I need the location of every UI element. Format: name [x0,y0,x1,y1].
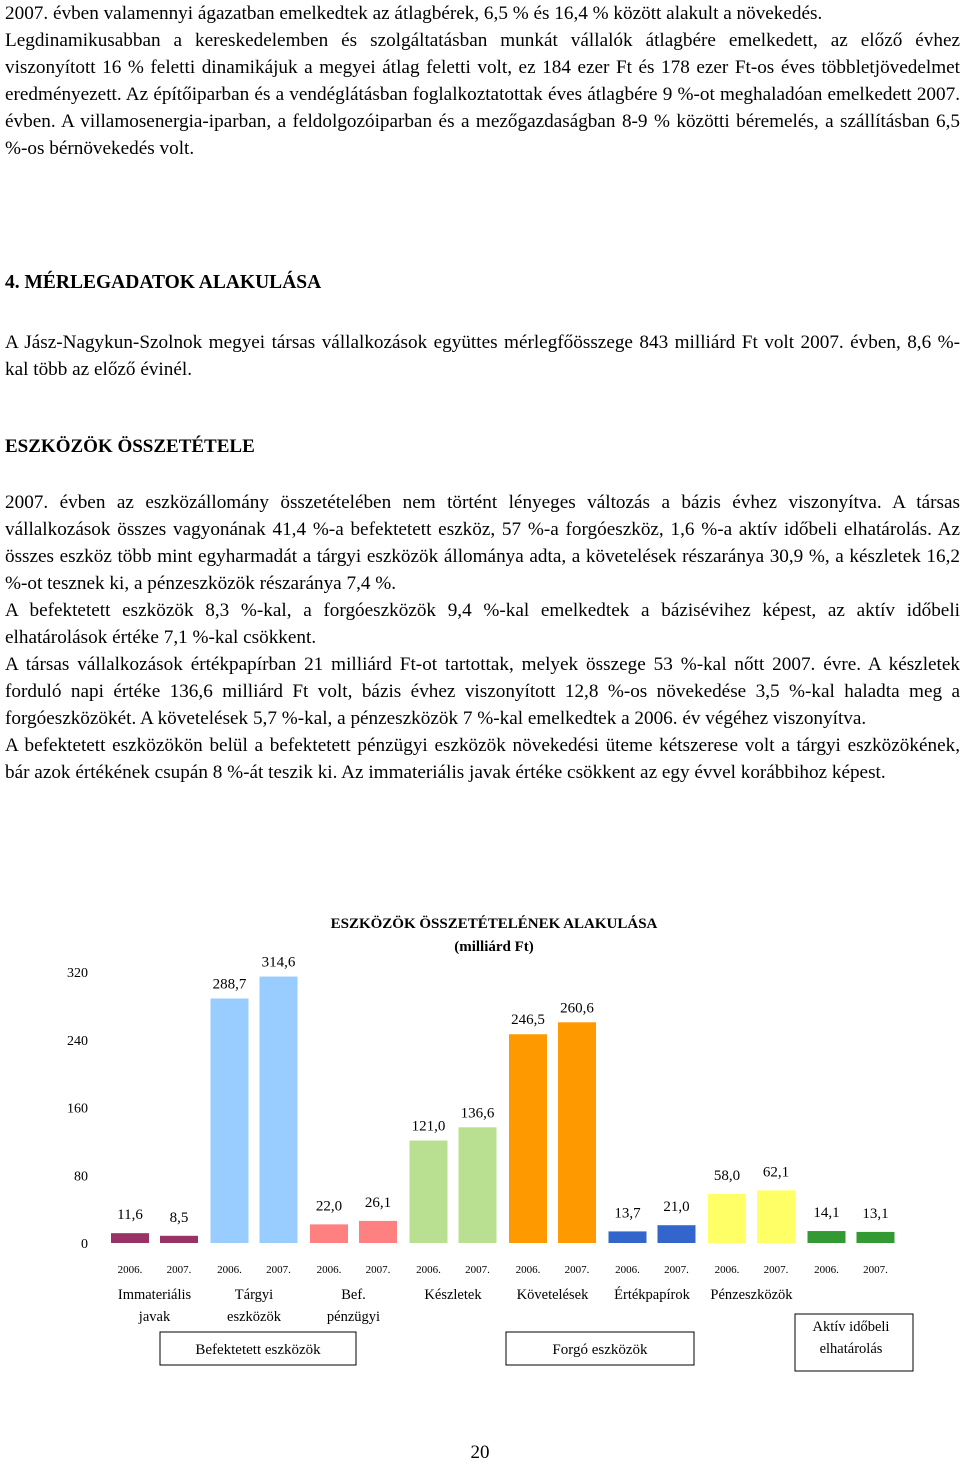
bar [558,1022,596,1243]
data-label: 11,6 [117,1207,143,1224]
section-4-text [5,329,960,383]
bar [857,1232,895,1243]
bar [359,1221,397,1243]
bar [310,1224,348,1243]
bar [410,1141,448,1243]
year-tick-label: 2007. [266,1264,291,1276]
year-tick-label: 2006. [714,1264,740,1276]
bar [211,999,249,1243]
data-label: 21,0 [663,1199,690,1216]
section-4-paragraph: A Jász-Nagykun-Szolnok megyei társas vállalkozások együttes mérlegfőösszege 843 milliárd Ft volt 2007. évben, 8,6 %-kal több az előző évinél. [5,332,960,380]
year-tick-label: 2007. [465,1264,490,1276]
bar [658,1225,696,1243]
y-tick-label: 0 [81,1237,88,1252]
category-label: Készletek [424,1287,482,1303]
category-label: javak [138,1309,171,1325]
bar [459,1127,497,1243]
assets-paragraph-1: 2007. évben az eszközállomány összetételében nem történt lényeges változás a bázis évhez viszonyítva. A társas vállalkozások összes vagyonának 41,4 %-a befektetett eszköz, 57 %-a forgóeszköz, 1,6 %-a aktív időbeli elhatárolás. Az összes eszköz több mint egyharmadát a tárgyi eszközök állománya adta, a követelések részaránya 30,9 %, a készletek 16,2 %-ot tesznek ki, a pénzeszközök részaránya 7,4 %. [5,492,960,594]
bar [111,1233,149,1243]
data-label: 13,7 [614,1205,641,1222]
category-label: Bef. [341,1287,366,1303]
year-tick-label: 2007. [763,1264,789,1276]
bracket-label-current-assets: Forgó eszközök [552,1342,648,1358]
year-tick-label: 2006. [217,1264,242,1276]
year-tick-label: 2007. [365,1264,391,1276]
intro-paragraph-1: 2007. évben valamennyi ágazatban emelkedtek az átlagbérek, 6,5 % és 16,4 % között alakult a növekedés. [5,3,823,24]
year-tick-label: 2007. [664,1264,689,1276]
intro-paragraph-2: Legdinamikusabban a kereskedelemben és szolgáltatásban munkát vállalók átlagbére emelkedett, az előző évhez viszonyított 16 % feletti dinamikájuk a megyei átlag feletti volt, ez 184 ezer Ft és 178 ezer Ft-os éves többletjövedelmet eredményezett. Az építőiparban és a vendéglátásban foglalkoztatottak éves átlagbére 9 %-ot meghaladóan emelkedett 2007. évben. A villamosenergia-iparban, a feldolgozóiparban és a mezőgazdaságban 8-9 % közötti béremelés, a szállításban 6,5 %-os bérnövekedés volt. [5,30,960,159]
category-label: Követelések [516,1287,589,1303]
bar [808,1231,846,1243]
assets-text [5,489,960,786]
data-label: 260,6 [560,1000,594,1017]
data-label: 121,0 [411,1118,446,1135]
data-label: 14,1 [813,1205,840,1222]
assets-bar-chart [0,905,960,1375]
y-tick-label: 80 [74,1169,88,1185]
year-tick-label: 2007. [166,1264,192,1276]
page-number: 20 [470,1442,490,1463]
category-label: Immateriális [117,1287,192,1303]
data-label: 22,0 [315,1198,343,1215]
data-label: 58,0 [713,1167,741,1184]
bar [509,1034,547,1243]
chart-subtitle: (milliárd Ft) [454,939,534,955]
assets-paragraph-3: A társas vállalkozások értékpapírban 21 milliárd Ft-ot tartottak, melyek összege 53 %-kal nőtt 2007. évre. A készletek forduló napi értéke 136,6 milliárd Ft volt, bázis évhez viszonyított 12,8 %-os növekedése 3,5 %-kal haladta meg a forgóeszközökét. A követelések 5,7 %-kal, a pénzeszközök 7 %-kal emelkedtek a 2006. év végéhez viszonyítva. [5,654,960,729]
bar [757,1190,795,1243]
year-tick-label: 2006. [416,1264,441,1276]
category-label: eszközök [227,1309,281,1325]
data-label: 136,6 [460,1105,495,1122]
section-4-heading: 4. MÉRLEGADATOK ALAKULÁSA [5,272,322,293]
year-tick-label: 2006. [615,1264,640,1276]
bar [609,1231,647,1243]
y-tick-label: 320 [67,966,88,981]
data-label: 8,5 [169,1209,189,1226]
year-tick-label: 2006. [814,1264,839,1276]
category-label: Értékpapírok [614,1287,690,1303]
category-label: Tárgyi [234,1287,274,1303]
bracket-label-fixed-assets: Befektetett eszközök [195,1342,321,1358]
year-tick-label: 2006. [117,1264,143,1276]
year-tick-label: 2007. [863,1264,888,1276]
data-label: 288,7 [212,976,247,993]
year-tick-label: 2007. [564,1264,590,1276]
data-label: 62,1 [762,1164,790,1181]
chart-title: ESZKÖZÖK ÖSSZETÉTELÉNEK ALAKULÁSA [330,916,658,932]
data-label: 13,1 [862,1205,889,1222]
data-label: 314,6 [261,954,296,971]
category-label: pénzügyi [326,1309,381,1325]
category-label: elhatárolás [819,1341,883,1357]
category-label: Aktív időbeli [812,1319,890,1335]
y-tick-label: 240 [67,1033,88,1049]
category-label: Pénzeszközök [710,1287,793,1303]
bar [260,977,298,1243]
y-tick-label: 160 [67,1101,88,1117]
bar [160,1236,198,1243]
year-tick-label: 2006. [515,1264,541,1276]
intro-text [5,0,960,162]
assets-heading: ESZKÖZÖK ÖSSZETÉTELE [5,436,255,457]
year-tick-label: 2006. [316,1264,342,1276]
data-label: 26,1 [364,1194,392,1211]
assets-paragraph-2: A befektetett eszközök 8,3 %-kal, a forgóeszközök 9,4 %-kal emelkedtek a bázisévihez képest, az aktív időbeli elhatárolások értéke 7,1 %-kal csökkent. [5,600,960,648]
assets-paragraph-4: A befektetett eszközökön belül a befektetett pénzügyi eszközök növekedési üteme kétszerese volt a tárgyi eszközökének, bár azok értékének csupán 8 %-át teszik ki. Az immateriális javak értéke csökkent az egy évvel korábbihoz képest. [5,735,960,783]
bar [708,1194,746,1243]
data-label: 246,5 [511,1012,545,1029]
